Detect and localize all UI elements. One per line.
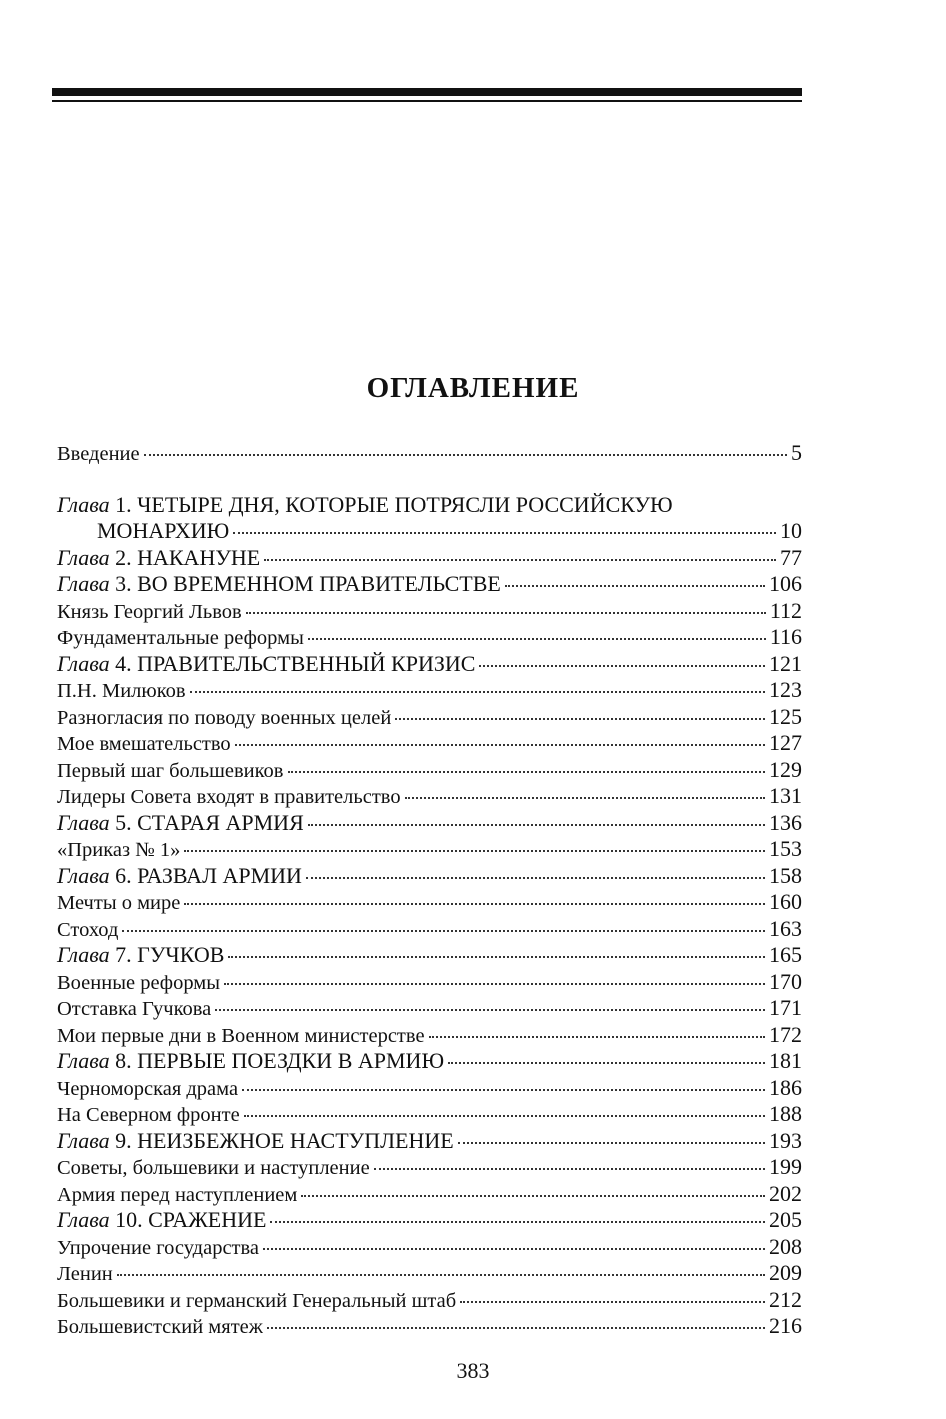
dot-leader <box>264 559 776 561</box>
toc-entry-page: 129 <box>769 756 802 782</box>
toc-entry-page: 172 <box>769 1021 802 1047</box>
chapter-label: Глава <box>57 862 110 888</box>
toc-entry-page: 165 <box>769 942 802 967</box>
table-of-contents <box>57 440 802 1340</box>
toc-entry-page: 170 <box>769 968 802 994</box>
toc-entry-title: Армия перед наступлением <box>57 1183 298 1206</box>
toc-section <box>57 969 802 996</box>
dot-leader <box>301 1195 765 1197</box>
dot-leader <box>184 850 765 852</box>
toc-entry-page: 127 <box>769 730 802 755</box>
toc-entry-title: Мое вмешательство <box>57 733 231 755</box>
toc-entry-title: Отставка Гучкова <box>57 998 212 1020</box>
chapter-number: 4. <box>109 650 138 676</box>
dot-leader <box>246 612 766 614</box>
dot-leader <box>448 1062 765 1064</box>
toc-entry-title: ПЕРВЫЕ ПОЕЗДКИ В АРМИЮ <box>137 1048 445 1073</box>
toc-section <box>57 730 802 757</box>
chapter-number: 8. <box>109 1048 138 1073</box>
dot-leader <box>288 771 766 773</box>
toc-section <box>57 1234 802 1261</box>
toc-entries <box>57 545 802 1340</box>
chapter-label: Глава <box>57 544 110 570</box>
toc-section <box>57 704 802 731</box>
toc-entry-page: 163 <box>769 915 802 941</box>
toc-section <box>57 836 802 863</box>
dot-leader <box>224 983 765 985</box>
dot-leader <box>242 1089 765 1091</box>
toc-chapter <box>57 1128 802 1155</box>
toc-chapter <box>57 863 802 890</box>
dot-leader <box>144 454 787 456</box>
chapter-number: 1. <box>109 491 138 517</box>
dot-leader <box>306 877 765 879</box>
toc-section <box>57 1154 802 1181</box>
dot-leader <box>374 1168 765 1170</box>
chapter-number: 6. <box>109 862 138 888</box>
chapter-label: Глава <box>57 1207 110 1232</box>
toc-entry-title: Князь Георгий Львов <box>57 600 242 623</box>
toc-section <box>57 1075 802 1102</box>
toc-chapter <box>57 942 802 969</box>
chapter-label: Глава <box>57 1048 110 1073</box>
dot-leader <box>429 1036 765 1038</box>
top-rule-thin <box>52 100 802 102</box>
dot-leader <box>190 691 765 693</box>
toc-entry-title: ГУЧКОВ <box>137 942 225 967</box>
chapter-label: Глава <box>57 650 110 676</box>
toc-chapter <box>57 571 802 598</box>
toc-entry-page: 188 <box>769 1101 802 1126</box>
toc-entry-title: РАЗВАЛ АРМИИ <box>137 862 302 888</box>
toc-entry-page: 181 <box>769 1048 802 1073</box>
dot-leader <box>122 930 765 932</box>
chapter-label: Глава <box>57 809 110 835</box>
toc-section <box>57 889 802 916</box>
toc-entry-page: 125 <box>769 703 802 729</box>
toc-entry-title: Мои первые дни в Военном министерстве <box>57 1024 425 1047</box>
chapter-number: 3. <box>109 571 138 596</box>
dot-leader <box>117 1274 765 1276</box>
toc-section <box>57 677 802 704</box>
chapter-title-continued: МОНАРХИЮ <box>97 518 230 543</box>
toc-entry-title: Первый шаг большевиков <box>57 759 284 782</box>
toc-chapter <box>57 545 802 572</box>
chapter-label: Глава <box>57 491 110 517</box>
toc-entry-title: Военные реформы <box>57 971 221 994</box>
toc-entry-title: НЕИЗБЕЖНОЕ НАСТУПЛЕНИЕ <box>137 1127 454 1153</box>
toc-section <box>57 1022 802 1049</box>
toc-section <box>57 995 802 1022</box>
toc-entry-title: Лидеры Совета входят в правительство <box>57 786 401 808</box>
toc-entry-page: 77 <box>780 544 802 570</box>
dot-leader <box>505 585 765 587</box>
toc-section <box>57 1260 802 1287</box>
chapter-number: 2. <box>109 544 138 570</box>
toc-chapter <box>57 651 802 678</box>
dot-leader <box>267 1327 765 1329</box>
toc-entry-title: Разногласия по поводу военных целей <box>57 706 392 729</box>
page-title: ОГЛАВЛЕНИЕ <box>366 372 580 404</box>
toc-entry-page: 136 <box>769 809 802 835</box>
toc-chapter-1-line1 <box>57 492 802 519</box>
toc-entry-page: 160 <box>769 889 802 914</box>
toc-section <box>57 783 802 810</box>
toc-entry-page: 10 <box>780 518 802 543</box>
toc-entry-title: СТАРАЯ АРМИЯ <box>137 809 304 835</box>
toc-entry-page: 171 <box>769 995 802 1020</box>
toc-section <box>57 598 802 625</box>
chapter-number: 10. <box>109 1207 149 1232</box>
dot-leader <box>184 903 765 905</box>
toc-entry-page: 131 <box>769 783 802 808</box>
dot-leader <box>263 1248 765 1250</box>
chapter-number: 9. <box>109 1127 138 1153</box>
toc-entry-page: 209 <box>769 1260 802 1285</box>
toc-entry-title: ВО ВРЕМЕННОМ ПРАВИТЕЛЬСТВЕ <box>137 571 501 596</box>
dot-leader <box>479 665 765 667</box>
toc-entry-title: НАКАНУНЕ <box>137 544 261 570</box>
toc-entry-title: Стоход <box>57 918 119 941</box>
toc-entry-page: 112 <box>769 597 802 623</box>
toc-chapter <box>57 810 802 837</box>
toc-section <box>57 624 802 651</box>
toc-section <box>57 916 802 943</box>
toc-entry-title: «Приказ № 1» <box>57 839 181 861</box>
toc-entry-title: Введение <box>57 443 140 465</box>
toc-entry-title: Мечты о мире <box>57 892 181 914</box>
toc-entry-page: 153 <box>769 836 802 861</box>
toc-entry-page: 121 <box>769 650 802 676</box>
toc-section <box>57 1287 802 1314</box>
dot-leader <box>215 1009 765 1011</box>
toc-entry-title: ПРАВИТЕЛЬСТВЕННЫЙ КРИЗИС <box>137 650 476 676</box>
dot-leader <box>235 744 765 746</box>
toc-entry-title: П.Н. Милюков <box>57 680 186 702</box>
dot-leader <box>460 1301 765 1303</box>
chapter-number: 7. <box>109 942 138 967</box>
dot-leader <box>458 1142 765 1144</box>
toc-section <box>57 1313 802 1340</box>
dot-leader <box>228 956 765 958</box>
toc-chapter <box>57 1207 802 1234</box>
top-rule-thick <box>52 88 802 96</box>
toc-entry-title: Упрочение государства <box>57 1236 260 1259</box>
chapter-label: Глава <box>57 1127 110 1153</box>
toc-section <box>57 1101 802 1128</box>
toc-chapter <box>57 1048 802 1075</box>
dot-leader <box>244 1115 765 1117</box>
toc-entry-title: На Северном фронте <box>57 1104 240 1126</box>
dot-leader <box>308 638 766 640</box>
dot-leader <box>233 532 776 534</box>
toc-entry-page: 208 <box>769 1233 802 1259</box>
toc-entry-page: 193 <box>769 1127 802 1153</box>
toc-entry-title: Большевики и германский Генеральный штаб <box>57 1289 457 1312</box>
toc-chapter-1-line2 <box>57 518 802 545</box>
toc-entry-page: 116 <box>769 624 802 649</box>
toc-entry-page: 158 <box>769 862 802 888</box>
toc-section <box>57 1181 802 1208</box>
dot-leader <box>395 718 765 720</box>
toc-entry-title: СРАЖЕНИЕ <box>148 1207 267 1232</box>
toc-entry-page: 199 <box>769 1154 802 1179</box>
toc-entry-page: 5 <box>791 440 802 465</box>
toc-entry-intro <box>57 440 802 467</box>
chapter-label: Глава <box>57 571 110 596</box>
toc-entry-title: Фундаментальные реформы <box>57 627 304 649</box>
toc-entry-page: 216 <box>769 1313 802 1338</box>
toc-entry-title: Большевистский мятеж <box>57 1316 263 1338</box>
toc-entry-page: 212 <box>769 1286 802 1312</box>
dot-leader <box>308 824 765 826</box>
toc-entry-title: Ленин <box>57 1263 113 1285</box>
toc-entry-page: 202 <box>769 1180 802 1206</box>
toc-section <box>57 757 802 784</box>
toc-entry-page: 106 <box>769 571 802 596</box>
toc-entry-title: Советы, большевики и наступление <box>57 1157 370 1179</box>
toc-entry-page: 186 <box>769 1074 802 1100</box>
page-number: 383 <box>456 1358 490 1383</box>
chapter-number: 5. <box>109 809 138 835</box>
dot-leader <box>270 1221 765 1223</box>
dot-leader <box>405 797 765 799</box>
toc-entry-page: 123 <box>769 677 802 702</box>
chapter-title: ЧЕТЫРЕ ДНЯ, КОТОРЫЕ ПОТРЯСЛИ РОССИЙСКУЮ <box>137 491 673 517</box>
chapter-label: Глава <box>57 942 110 967</box>
toc-entry-page: 205 <box>769 1207 802 1232</box>
toc-entry-title: Черноморская драма <box>57 1077 239 1100</box>
